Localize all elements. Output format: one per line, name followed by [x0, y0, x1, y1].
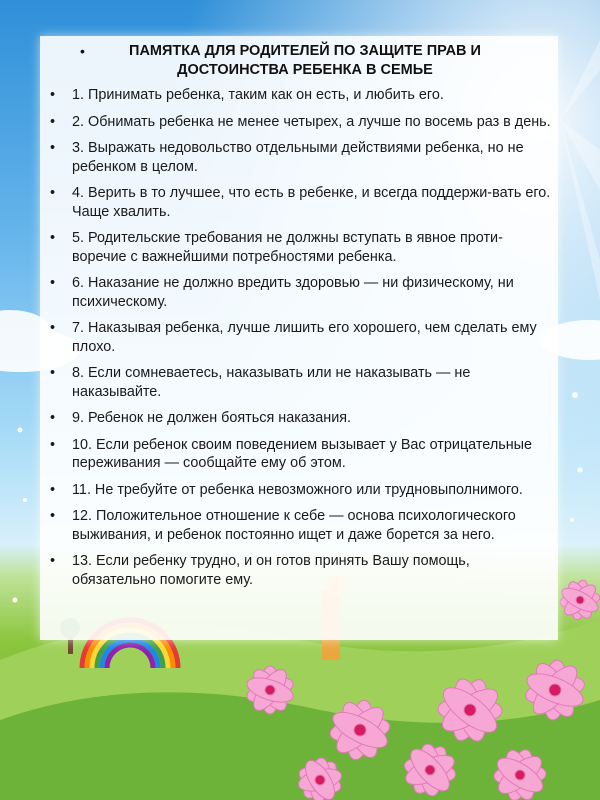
- list-item-text: 7. Наказывая ребенка, лучше лишить его хорошего, чем сделать ему плохо.: [72, 320, 537, 355]
- list-item-text: 13. Если ребенку трудно, и он готов принять Вашу помощь, обязательно помогите ему.: [72, 553, 470, 588]
- bullet-icon: •: [50, 508, 56, 524]
- bullet-icon: •: [50, 365, 56, 381]
- bullet-icon: •: [50, 410, 56, 426]
- memo-header: [80, 42, 510, 80]
- list-item: [48, 364, 554, 401]
- memo-list: [48, 86, 554, 589]
- bullet-icon: •: [50, 230, 56, 246]
- bullet-icon: •: [50, 553, 56, 569]
- list-item-text: 2. Обнимать ребенка не менее четырех, а лучше по восемь раз в день.: [72, 113, 551, 130]
- list-item: [48, 481, 554, 500]
- list-item-text: 5. Родительские требования не должны вступать в явное проти-воречие с важнейшими потребностями ребенка.: [72, 230, 503, 265]
- bullet-icon: •: [50, 481, 56, 498]
- list-item-text: 8. Если сомневаетесь, наказывать или не наказывать — не наказывайте.: [72, 365, 471, 400]
- list-item-text: 1. Принимать ребенка, таким как он есть, и любить его.: [72, 87, 444, 103]
- list-item-text: 6. Наказание не должно вредить здоровью — ни физическому, ни психическому.: [72, 275, 514, 310]
- list-item: [48, 229, 554, 266]
- list-item: [48, 319, 554, 356]
- list-item: [48, 409, 554, 428]
- bullet-icon: •: [50, 320, 56, 336]
- list-item: [48, 274, 554, 311]
- list-item-text: 3. Выражать недовольство отдельными действиями ребенка, но не ребенком в целом.: [72, 140, 524, 175]
- bullet-icon: •: [50, 275, 56, 291]
- bullet-icon: •: [50, 113, 56, 130]
- bullet-icon: •: [80, 43, 85, 59]
- list-item: [48, 113, 554, 132]
- list-item: [48, 552, 554, 589]
- list-item: [48, 507, 554, 544]
- list-item: [48, 184, 554, 221]
- list-item-text: 10. Если ребенок своим поведением вызывает у Вас отрицательные переживания — сообщайте ему об этом.: [72, 436, 533, 471]
- bullet-icon: •: [50, 140, 56, 156]
- list-item-text: 12. Положительное отношение к себе — основа психологического выживания, и ребенок постоянно ищет и даже борется за него.: [72, 508, 516, 543]
- list-item-text: 4. Верить в то лучшее, что есть в ребенке, и всегда поддержи-вать его. Чаще хвалить.: [72, 185, 551, 220]
- bullet-icon: •: [50, 87, 56, 103]
- bullet-icon: •: [50, 436, 56, 453]
- list-item: [48, 436, 554, 473]
- memo-title: ПАМЯТКА ДЛЯ РОДИТЕЛЕЙ ПО ЗАЩИТЕ ПРАВ И ДОСТОИНСТВА РЕБЕНКА В СЕМЬЕ: [129, 43, 481, 78]
- list-item: [48, 86, 554, 105]
- list-item: [48, 139, 554, 176]
- bullet-icon: •: [50, 185, 56, 201]
- list-item-text: 9. Ребенок не должен бояться наказания.: [72, 410, 352, 426]
- list-item-text: 11. Не требуйте от ребенка невозможного или трудновыполнимого.: [72, 481, 523, 498]
